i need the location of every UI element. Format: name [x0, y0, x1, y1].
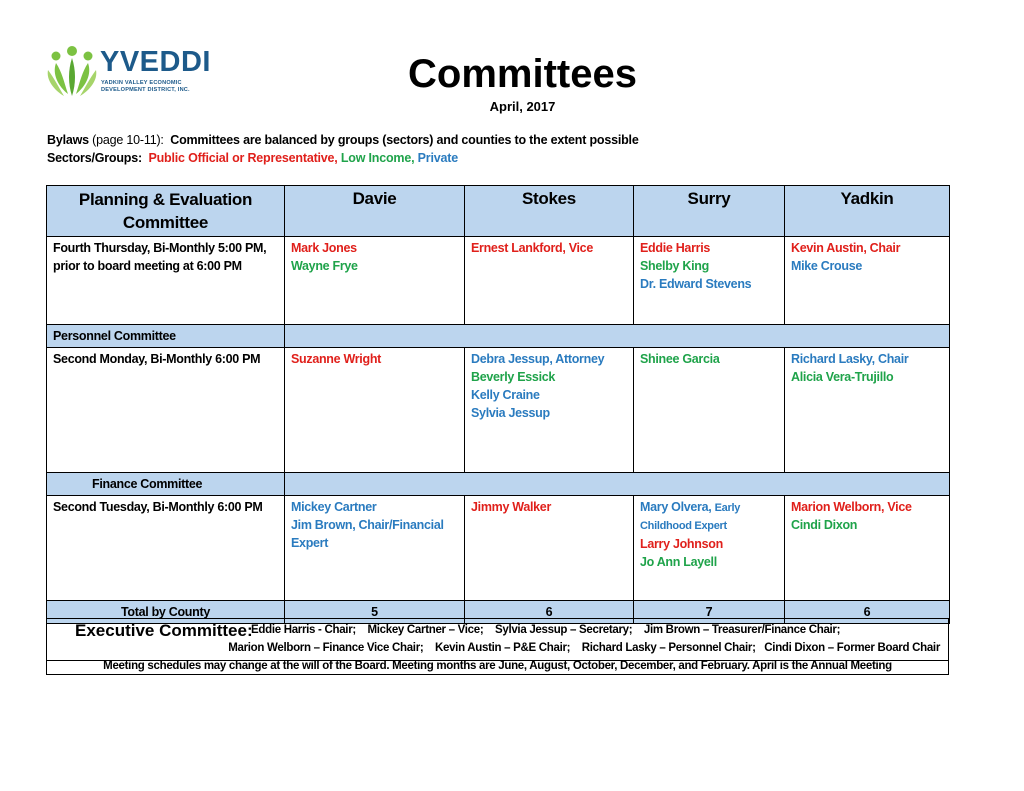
pe-row — [47, 237, 950, 325]
pe-yadkin — [785, 237, 950, 325]
member: Jo Ann Layell — [640, 555, 717, 569]
personnel-stokes — [465, 348, 634, 473]
member: Ernest Lankford, Vice — [471, 241, 593, 255]
pe-davie — [285, 237, 465, 325]
pe-schedule-line2: prior to board meeting at 6:00 PM — [53, 259, 242, 273]
finance-surry — [634, 496, 785, 601]
logo-name: YVEDDI — [100, 46, 211, 78]
pe-stokes — [465, 237, 634, 325]
finance-row — [47, 496, 950, 601]
personnel-davie — [285, 348, 465, 473]
member-role: Early — [714, 502, 741, 514]
pe-committee-header: Planning & Evaluation Committee — [47, 186, 285, 237]
member: Expert — [291, 536, 329, 550]
member: Shinee Garcia — [640, 352, 720, 366]
member: Eddie Harris — [640, 241, 711, 255]
committees-table — [46, 185, 950, 624]
personnel-title: Personnel Committee — [47, 325, 285, 348]
executive-committee — [46, 618, 949, 661]
member: Shelby King — [640, 259, 709, 273]
executive-line1: Eddie Harris - Chair; Mickey Cartner – Vice; Sylvia Jessup – Secretary; Jim Brown – Treasurer/Finance Chair; — [251, 624, 841, 636]
county-header-stokes: Stokes — [465, 186, 634, 237]
member: Mickey Cartner — [291, 500, 377, 514]
finance-title: Finance Committee — [47, 473, 285, 496]
page-date: April, 2017 — [489, 99, 556, 114]
member: Debra Jessup, Attorney — [471, 352, 605, 366]
sectors-label: Sectors/Groups: — [47, 151, 142, 165]
schedule-note: Meeting schedules may change at the will of the Board. Meeting months are June, August, October, December, and February. April is the Annual Meeting — [46, 659, 949, 675]
member: Mark Jones — [291, 241, 357, 255]
logo-subtitle: YADKIN VALLEY ECONOMIC DEVELOPMENT DISTRICT, INC. — [101, 80, 190, 93]
member: Dr. Edward Stevens — [640, 277, 752, 291]
pe-surry — [634, 237, 785, 325]
total-yadkin: 6 — [785, 601, 950, 624]
finance-davie — [285, 496, 465, 601]
member: Suzanne Wright — [291, 352, 382, 366]
member — [640, 498, 778, 517]
member: Kelly Craine — [471, 388, 540, 402]
county-header-davie: Davie — [285, 186, 465, 237]
total-label: Total by County — [47, 601, 285, 624]
member: Richard Lasky, Chair — [791, 352, 909, 366]
member: Alicia Vera-Trujillo — [791, 370, 894, 384]
executive-title: Executive Committee: — [75, 621, 253, 640]
bylaws-text: Committees are balanced by groups (sectors) and counties to the extent possible — [170, 133, 639, 147]
total-davie: 5 — [285, 601, 465, 624]
member-name: Mary Olvera, — [640, 500, 712, 514]
member: Jimmy Walker — [471, 500, 552, 514]
member: Wayne Frye — [291, 259, 358, 273]
personnel-yadkin — [785, 348, 950, 473]
sectors-line — [47, 151, 458, 165]
finance-stokes — [465, 496, 634, 601]
member: Sylvia Jessup — [471, 406, 550, 420]
finance-yadkin — [785, 496, 950, 601]
personnel-header-fill — [285, 325, 950, 348]
personnel-schedule: Second Monday, Bi-Monthly 6:00 PM — [47, 348, 285, 473]
member: Kevin Austin, Chair — [791, 241, 901, 255]
page-title: Committees — [408, 52, 637, 96]
member: Cindi Dixon — [791, 518, 858, 532]
sector-private: Private — [417, 151, 458, 165]
finance-header-row — [47, 473, 950, 496]
personnel-header-row — [47, 325, 950, 348]
sector-public: Public Official or Representative, — [148, 151, 338, 165]
finance-header-fill — [285, 473, 950, 496]
bylaws-label: Bylaws — [47, 133, 89, 147]
header-row — [47, 186, 950, 237]
member-role: Childhood Expert — [640, 520, 727, 532]
bylaws-page: (page 10-11): — [92, 133, 164, 147]
total-surry: 7 — [634, 601, 785, 624]
personnel-row — [47, 348, 950, 473]
county-header-surry: Surry — [634, 186, 785, 237]
member: Jim Brown, Chair/Financial — [291, 518, 444, 532]
county-header-yadkin: Yadkin — [785, 186, 950, 237]
sector-low-income: Low Income, — [340, 151, 415, 165]
personnel-surry — [634, 348, 785, 473]
member: Larry Johnson — [640, 537, 723, 551]
pe-schedule — [47, 237, 285, 325]
member: Mike Crouse — [791, 259, 863, 273]
bylaws-line — [47, 133, 639, 147]
total-stokes: 6 — [465, 601, 634, 624]
member: Marion Welborn, Vice — [791, 500, 912, 514]
finance-schedule: Second Tuesday, Bi-Monthly 6:00 PM — [47, 496, 285, 601]
executive-line2: Marion Welborn – Finance Vice Chair; Kevin Austin – P&E Chair; Richard Lasky – Personnel Chair; Cindi Dixon – Former Board Chair — [228, 642, 940, 654]
member: Beverly Essick — [471, 370, 556, 384]
pe-schedule-line1: Fourth Thursday, Bi-Monthly 5:00 PM, — [53, 241, 267, 255]
